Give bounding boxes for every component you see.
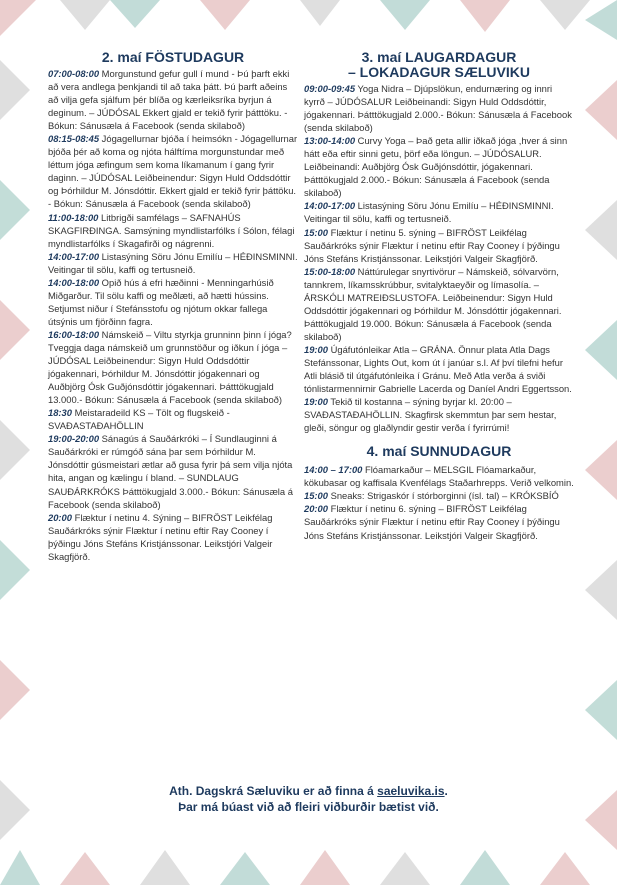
- sunday-events: [304, 463, 574, 541]
- event-description: Yoga Nidra – Djúpslökun, endurnæring og innri kyrrð – JÚDÓSALUR Leiðbeinandi: Sigyn Huld Oddsdóttir, jógakennari. Þátttökugjald 2.000.- Bókun: Sánusæla á Facebook (senda skilaboð): [304, 83, 572, 134]
- event-item: [48, 132, 298, 210]
- event-item: [304, 395, 574, 434]
- event-item: [304, 134, 574, 199]
- event-description: Morgunstund gefur gull í mund - Þú þarft ekki að vera andlega þenkjandi til að taka þátt. Þú þarft aðeins að vilja gefa sjálfum þér blíða og kærleiksríka byrjun á deginum. – JÚDÓSAL Ekkert gjald er tekið fyrir þátttöku. - Bókun: Sánusæla á Facebook (senda skilaboð): [48, 68, 290, 132]
- event-description: Litbrigði samfélags – SAFNAHÚS SKAGFIRÐINGA. Samsýning myndlistarfólks í Sólon, félagi myndlistarfólks í Skagafirði og nágrenni.: [48, 211, 295, 249]
- event-description: Sneaks: Strigaskór í stórborginni (ísl. tal) – KRÓKSBÍÓ: [327, 490, 559, 502]
- event-time: 15:00: [304, 490, 328, 502]
- event-time: 19:00: [304, 396, 328, 408]
- event-description: Jógagellurnar bjóða í heimsókn - Jógagellurnar bjóða þér að koma og njóta hálftíma morgunstundar með léttum jóga æfingum sem koma líkamanum í gang fyrir daginn. – JÚDÓSAL Leiðbeinendur: Sigyn Huld Oddsdóttir og Þórhildur M. Jónsdóttir. Ekkert gjald er tekið fyrir þáttöku. - Bókun: Sánusæla á Facebook (senda skilaboð): [48, 133, 298, 210]
- event-description: Flæktur í netinu 5. sýning – BIFRÖST Leikfélag Sauðárkróks sýnir Flæktur í netinu eftir Ray Cooney í þýðingu Jóns Stefáns Kristjánssonar. Leikstjóri Valgeir Skagfjörð.: [304, 226, 560, 264]
- event-time: 07:00-08:00: [48, 68, 100, 79]
- footer-note: [36, 783, 581, 815]
- saturday-events: [304, 82, 574, 434]
- event-item: [48, 211, 298, 250]
- footer-line2: Þar má búast við að fleiri viðburðir bætist við.: [178, 800, 439, 814]
- event-description: Námskeið – Viltu styrkja grunninn þinn í jóga? Tveggja daga námskeið um grunnstöður og iðkun í jóga – JÚDÓSAL Leiðbeinendur: Sigyn Huld Oddsdóttir jógakennari, Þórhildur M. Jónsdóttir jógakennari og Auðbjörg Ósk Guðjónsdóttir jógakennari. Þátttökugjald 13.000.- Bókun: Sánusæla á Facebook (senda skilaboð): [48, 328, 292, 406]
- event-item: [48, 511, 298, 563]
- event-item: [304, 199, 574, 225]
- event-description: Náttúrulegar snyrtivörur – Námskeið, sólvarvörn, tannkrem, líkamsskrúbbur, svitalyktaeyðir og límasolía. – ÁRSKÓLI MATREIÐSLUSTOFA. Leiðbeinendur: Sigyn Huld Oddsdóttir jógakennari og Þórhildur M. Jónsdóttir jógakennari. Þátttökugjald 19.000. Bókun: Sánusæla á Facebook (senda skilaboð): [304, 265, 562, 342]
- event-description: Opið hús á efri hæðinni - Menningarhúsið Miðgarður. Til sölu kaffi og meðlæti, að hætti hússins. Setjumst niður í Stefánsstofu og njótum okkar fallega útsýnis um fjörðinn fagra.: [48, 276, 274, 327]
- event-description: Tekið til kostanna – sýning byrjar kl. 20:00 – SVAÐASTAÐAHÖLLIN. Skagfirsk skemmtun þar sem hestar, gleði, söngur og glaðlyndir gestir verða í fyrirrúmi!: [304, 396, 557, 434]
- event-time: 13:00-14:00: [304, 135, 356, 147]
- saturday-heading-line2: – LOKADAGUR SÆLUVIKU: [347, 64, 530, 80]
- event-description: Flæktur í netinu 4. Sýning – BIFRÖST Leikfélag Sauðárkróks sýnir Flæktur í netinu eftir Ray Cooney í þýðingu Jóns Stefáns Kristjánssonar. Leikstjóri Valgeir Skagfjörð.: [48, 511, 273, 562]
- footer-line1-prefix: Ath. Dagskrá Sæluviku er að finna á: [169, 784, 378, 798]
- event-time: 08:15-08:45: [48, 133, 100, 145]
- event-description: Sánagús á Sauðárkróki – Í Sundlauginni á Sauðárkróki er rúmgóð sána þar sem Þórhildur M. Jónsdóttir gúsmeistari ætlar að gusa fyrir þá sem vilja njóta hita, angan og kælingu í bland. – SUNDLAUG SAUÐÁRKRÓKS Þátttökugjald 3.000.- Bókun: Sánusæla á Facebook (senda skilaboð): [48, 433, 293, 510]
- event-item: [304, 82, 574, 134]
- event-time: 19:00: [304, 343, 328, 355]
- event-item: [304, 489, 574, 502]
- event-description: Flæktur í netinu 6. sýning – BIFRÖST Leikfélag Sauðárkróks sýnir Flæktur í netinu eftir Ray Cooney í þýðingu Jóns Stefáns Kristjánssonar. Leikstjóri Valgeir Skagfjörð.: [304, 503, 560, 541]
- saturday-heading-line1: 3. maí LAUGARDAGUR: [361, 49, 517, 65]
- event-time: 14:00 – 17:00: [304, 464, 363, 476]
- event-time: 15:00-18:00: [304, 265, 356, 277]
- event-time: 15:00: [304, 226, 328, 238]
- event-description: Flóamarkaður – MELSGIL Flóamarkaður, kökubasar og kaffisala Kvenfélags Staðarhrepps. Verið velkomin.: [304, 464, 574, 489]
- event-time: 14:00-17:00: [304, 200, 356, 212]
- event-item: [304, 343, 574, 395]
- saturday-column: [304, 50, 574, 542]
- event-time: 20:00: [48, 511, 72, 523]
- footer-line1-suffix: .: [444, 784, 448, 798]
- event-description: Meistaradeild KS – Tölt og flugskeið - SVAÐASTAÐAHÖLLIN: [48, 407, 230, 432]
- event-item: [48, 406, 298, 432]
- event-time: 09:00-09:45: [304, 83, 356, 94]
- event-item: [304, 502, 574, 541]
- event-item: [48, 67, 298, 132]
- friday-heading: 2. maí FÖSTUDAGUR: [101, 49, 245, 65]
- event-time: 20:00: [304, 503, 328, 515]
- event-time: 18:30: [48, 407, 72, 419]
- website-link[interactable]: saeluvika.is: [377, 784, 445, 798]
- event-time: 14:00-18:00: [48, 276, 100, 288]
- event-description: Listasýning Söru Jónu Emilíu – HÉÐINSMINNI. Veitingar til sölu, kaffi og tertusneið.: [304, 200, 554, 225]
- event-time: 11:00-18:00: [48, 211, 99, 223]
- footer-line1: [36, 783, 581, 799]
- event-item: [304, 265, 574, 343]
- friday-column: [48, 50, 298, 563]
- event-item: [48, 276, 298, 328]
- friday-events: [48, 67, 298, 563]
- event-time: 14:00-17:00: [48, 250, 100, 262]
- event-item: [48, 432, 298, 510]
- program-panel: [36, 36, 581, 836]
- event-item: [48, 328, 298, 406]
- event-item: [304, 226, 574, 265]
- event-item: [304, 463, 574, 489]
- event-description: Listasýning Söru Jónu Emilíu – HÉÐINSMINNI. Veitingar til sölu, kaffi og tertusneið.: [48, 250, 298, 275]
- sunday-heading: 4. maí SUNNUDAGUR: [366, 443, 512, 460]
- event-description: Curvy Yoga – Það geta allir iðkað jóga ,hver á sinn hátt eða eftir sinni getu, þörf eða löngun. – JÚDÓSALUR. Leiðbeinandi: Auðbjörg Ósk Guðjónsdóttir, jógakennari. Þátttökugjald 2.000.- Bókun: Sánusæla á Facebook (senda skilaboð): [304, 135, 568, 199]
- event-description: Úgáfutónleikar Atla – GRÁNA. Önnur plata Atla Dags Stefánssonar, Lights Out, kom út í janúar s.l. Af því tilefni hefur Atli blásið til útgáfutónleika í Gránu. Með Atla verða á sviði tónlistarmennirnir Gabrielle Lacerda og Daníel Andri Eggertsson.: [304, 343, 572, 395]
- event-item: [48, 250, 298, 276]
- event-time: 19:00-20:00: [48, 433, 100, 445]
- event-time: 16:00-18:00: [48, 328, 100, 340]
- saturday-heading: [304, 50, 574, 80]
